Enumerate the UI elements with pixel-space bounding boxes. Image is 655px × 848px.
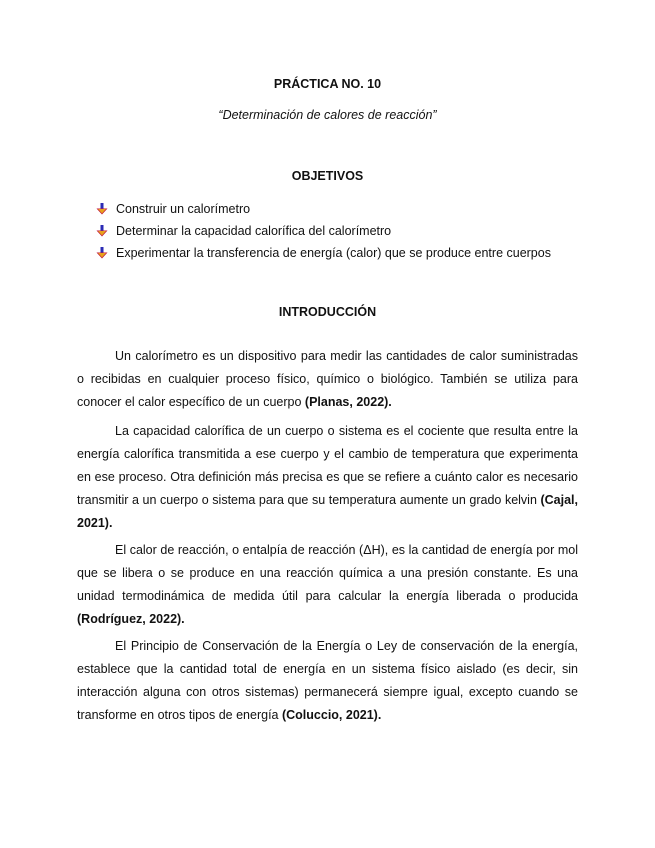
citation: (Rodríguez, 2022). bbox=[77, 612, 185, 626]
list-item bbox=[95, 198, 551, 220]
intro-paragraph bbox=[77, 635, 578, 727]
page-title: PRÁCTICA NO. 10 bbox=[273, 77, 382, 91]
objectives-list bbox=[95, 198, 551, 264]
objective-text: Construir un calorímetro bbox=[116, 202, 251, 216]
intro-paragraph bbox=[77, 345, 578, 414]
down-arrow-icon bbox=[95, 202, 109, 216]
citation: (Coluccio, 2021). bbox=[281, 708, 382, 722]
page-subtitle: “Determinación de calores de reacción” bbox=[218, 108, 437, 122]
intro-paragraph bbox=[77, 420, 578, 535]
objective-text: Experimentar la transferencia de energía (calor) que se produce entre cuerpos bbox=[116, 246, 551, 260]
objectives-heading: OBJETIVOS bbox=[291, 169, 364, 183]
paragraph-text: La capacidad calorífica de un cuerpo o sistema es el cociente que resulta entre la energía calorífica transmitida a ese cuerpo y el cambio de temperatura que experimenta en ese proceso. Otra definición más precisa es que se refiere a cuánto calor es necesario transmitir a un cuerpo o sistema para que su temperatura aumente un grado kelvin bbox=[77, 424, 578, 507]
citation: (Planas, 2022). bbox=[304, 395, 392, 409]
down-arrow-icon bbox=[95, 224, 109, 238]
citation: (Cajal, 2021). bbox=[77, 493, 578, 530]
paragraph-text: El calor de reacción, o entalpía de reacción (ΔH), es la cantidad de energía por mol que se libera o se produce en una reacción química a una presión constante. Es una unidad termodinámica de medida útil para calcular la energía liberada o producida bbox=[77, 543, 578, 603]
intro-paragraph bbox=[77, 539, 578, 631]
paragraph-text: Un calorímetro es un dispositivo para medir las cantidades de calor suministradas o recibidas en cualquier proceso físico, químico o biológico. También se utiliza para conocer el calor específico de un cuerpo bbox=[77, 349, 578, 409]
down-arrow-icon bbox=[95, 246, 109, 260]
objective-text: Determinar la capacidad calorífica del calorímetro bbox=[116, 224, 392, 238]
introduction-heading: INTRODUCCIÓN bbox=[278, 305, 377, 319]
paragraph-text: El Principio de Conservación de la Energía o Ley de conservación de la energía, establece que la cantidad total de energía en un sistema físico aislado (es decir, sin interacción alguna con otros sistemas) permanecerá siempre igual, excepto cuando se transforme en otros tipos de energía bbox=[77, 639, 578, 722]
list-item bbox=[95, 220, 551, 242]
list-item bbox=[95, 242, 551, 264]
